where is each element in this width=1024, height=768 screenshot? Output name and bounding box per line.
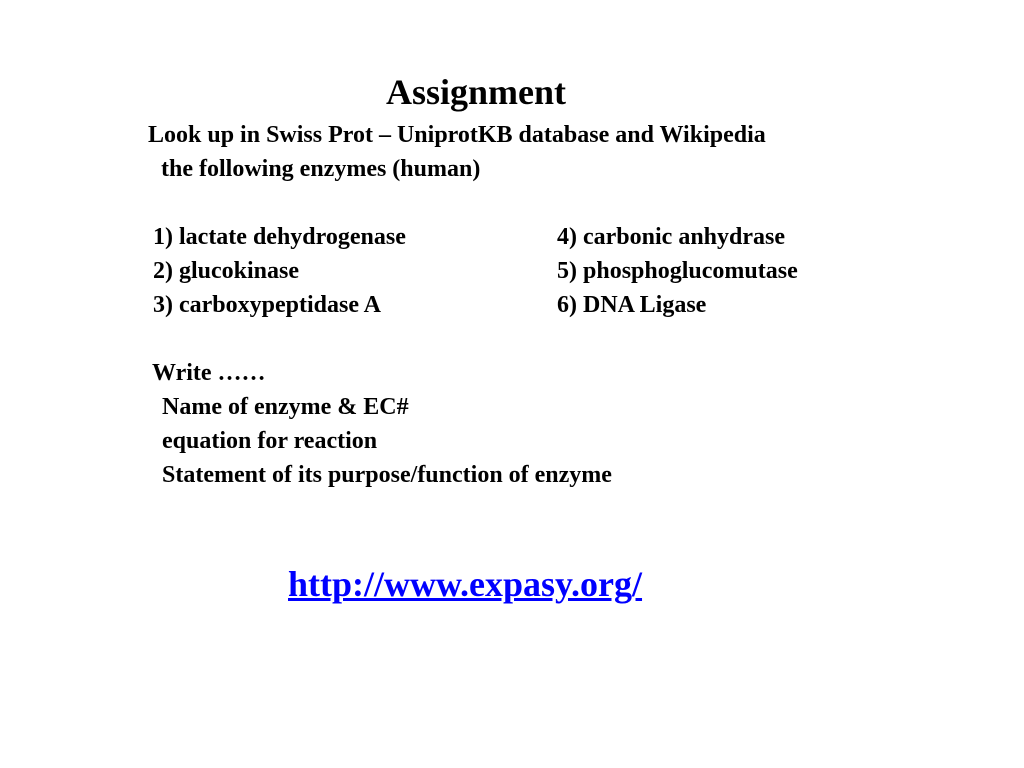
intro-line-1: Look up in Swiss Prot – UniprotKB database and Wikipedia [148,122,766,148]
enzyme-item-phosphoglucomutase: 5) phosphoglucomutase [557,258,798,284]
instruction-item-equation: equation for reaction [162,428,378,454]
slide-title: Assignment [386,72,567,113]
enzyme-item-lactate-dehydrogenase: 1) lactate dehydrogenase [153,224,406,250]
intro-line-2: the following enzymes (human) [161,156,481,182]
write-heading: Write …… [152,360,266,386]
instruction-item-name-ec: Name of enzyme & EC# [162,394,409,420]
expasy-link[interactable]: http://www.expasy.org/ [288,564,643,604]
enzyme-item-carbonic-anhydrase: 4) carbonic anhydrase [557,224,785,250]
enzyme-item-glucokinase: 2) glucokinase [153,258,300,284]
enzyme-item-carboxypeptidase-a: 3) carboxypeptidase A [153,292,381,318]
enzyme-item-dna-ligase: 6) DNA Ligase [557,292,707,318]
instruction-item-purpose: Statement of its purpose/function of enzyme [162,462,612,488]
